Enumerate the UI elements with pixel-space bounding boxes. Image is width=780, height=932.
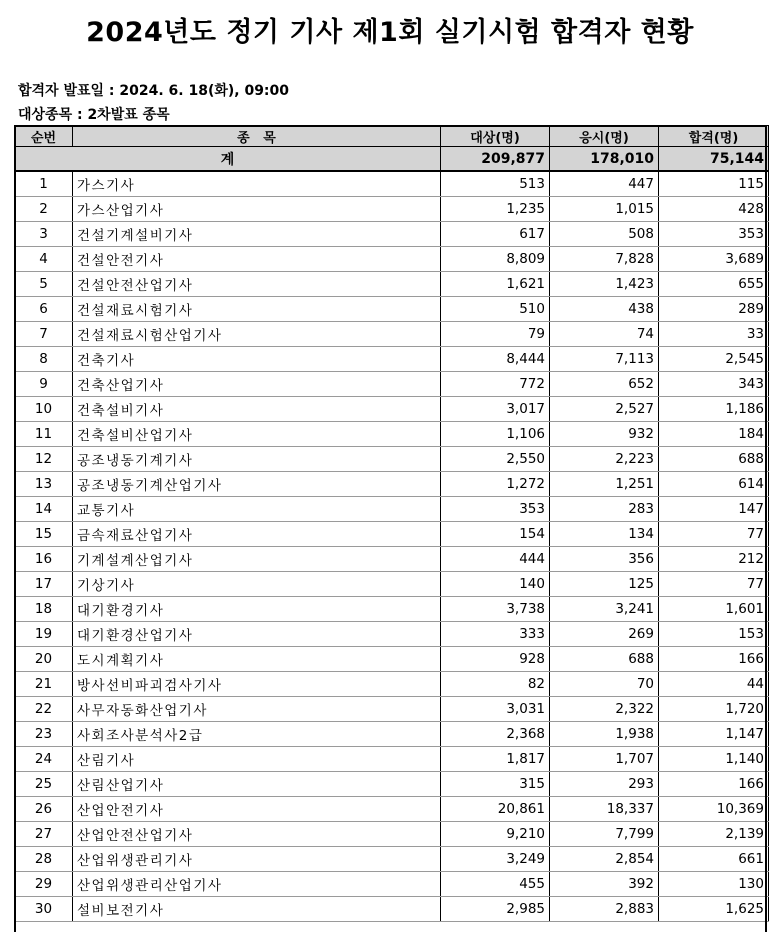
table-row (15, 397, 769, 422)
total-label: 계 (15, 147, 441, 172)
row-number: 12 (15, 447, 73, 472)
table-row (15, 822, 769, 847)
target-count: 513 (441, 171, 550, 197)
table-row (15, 697, 769, 722)
table-row (15, 772, 769, 797)
table-row (15, 572, 769, 597)
applied-count: 438 (550, 297, 659, 322)
qualification-name: 도시계획기사 (73, 647, 441, 672)
passed-count: 77 (659, 522, 769, 547)
table-row (15, 272, 769, 297)
target-count: 772 (441, 372, 550, 397)
passed-count: 1,601 (659, 597, 769, 622)
passed-count: 614 (659, 472, 769, 497)
applied-count: 1,707 (550, 747, 659, 772)
applied-count: 2,883 (550, 897, 659, 922)
applied-count: 293 (550, 772, 659, 797)
total-applied: 178,010 (550, 147, 659, 172)
results-table (14, 125, 769, 922)
qualification-name: 건설재료시험기사 (73, 297, 441, 322)
applied-count: 7,799 (550, 822, 659, 847)
total-row (15, 147, 769, 172)
table-row (15, 747, 769, 772)
row-number: 15 (15, 522, 73, 547)
row-number: 17 (15, 572, 73, 597)
target-count: 8,444 (441, 347, 550, 372)
target-count: 315 (441, 772, 550, 797)
target-count: 617 (441, 222, 550, 247)
target-count: 1,272 (441, 472, 550, 497)
applied-count: 392 (550, 872, 659, 897)
row-number: 21 (15, 672, 73, 697)
passed-count: 289 (659, 297, 769, 322)
total-target: 209,877 (441, 147, 550, 172)
row-number: 27 (15, 822, 73, 847)
applied-count: 7,828 (550, 247, 659, 272)
table-row (15, 897, 769, 922)
table-row (15, 797, 769, 822)
header-no: 순번 (15, 126, 73, 147)
qualification-name: 사무자동화산업기사 (73, 697, 441, 722)
qualification-name: 대기환경기사 (73, 597, 441, 622)
qualification-name: 가스기사 (73, 171, 441, 197)
passed-count: 147 (659, 497, 769, 522)
qualification-name: 설비보전기사 (73, 897, 441, 922)
passed-count: 655 (659, 272, 769, 297)
table-row (15, 222, 769, 247)
passed-count: 44 (659, 672, 769, 697)
target-count: 928 (441, 647, 550, 672)
table-row (15, 247, 769, 272)
table-row (15, 422, 769, 447)
passed-count: 1,147 (659, 722, 769, 747)
passed-count: 1,625 (659, 897, 769, 922)
table-row (15, 622, 769, 647)
passed-count: 1,140 (659, 747, 769, 772)
table-row (15, 497, 769, 522)
applied-count: 74 (550, 322, 659, 347)
applied-count: 18,337 (550, 797, 659, 822)
header-name: 종 목 (73, 126, 441, 147)
page-title: 2024년도 정기 기사 제1회 실기시험 합격자 현황 (86, 17, 694, 48)
passed-count: 153 (659, 622, 769, 647)
table-row (15, 472, 769, 497)
applied-count: 125 (550, 572, 659, 597)
target-count: 3,017 (441, 397, 550, 422)
row-number: 24 (15, 747, 73, 772)
qualification-name: 건설안전기사 (73, 247, 441, 272)
target-count: 82 (441, 672, 550, 697)
passed-count: 1,720 (659, 697, 769, 722)
row-number: 5 (15, 272, 73, 297)
qualification-name: 공조냉동기계기사 (73, 447, 441, 472)
target-category: 대상종목 : 2차발표 종목 (18, 107, 170, 123)
header-passed: 합격(명) (659, 126, 769, 147)
target-count: 3,738 (441, 597, 550, 622)
qualification-name: 건축기사 (73, 347, 441, 372)
row-number: 26 (15, 797, 73, 822)
qualification-name: 건축설비기사 (73, 397, 441, 422)
row-number: 8 (15, 347, 73, 372)
row-number: 10 (15, 397, 73, 422)
target-count: 333 (441, 622, 550, 647)
table-row (15, 347, 769, 372)
applied-count: 1,423 (550, 272, 659, 297)
target-count: 1,621 (441, 272, 550, 297)
applied-count: 134 (550, 522, 659, 547)
target-count: 510 (441, 297, 550, 322)
target-count: 154 (441, 522, 550, 547)
target-count: 2,550 (441, 447, 550, 472)
qualification-name: 산업위생관리기사 (73, 847, 441, 872)
applied-count: 1,251 (550, 472, 659, 497)
passed-count: 343 (659, 372, 769, 397)
passed-count: 166 (659, 772, 769, 797)
row-number: 22 (15, 697, 73, 722)
table-row (15, 597, 769, 622)
applied-count: 1,938 (550, 722, 659, 747)
row-number: 28 (15, 847, 73, 872)
row-number: 19 (15, 622, 73, 647)
row-number: 3 (15, 222, 73, 247)
target-count: 444 (441, 547, 550, 572)
applied-count: 2,527 (550, 397, 659, 422)
qualification-name: 건설안전산업기사 (73, 272, 441, 297)
row-number: 7 (15, 322, 73, 347)
target-count: 79 (441, 322, 550, 347)
applied-count: 283 (550, 497, 659, 522)
applied-count: 447 (550, 171, 659, 197)
target-count: 140 (441, 572, 550, 597)
table-row (15, 297, 769, 322)
passed-count: 10,369 (659, 797, 769, 822)
qualification-name: 방사선비파괴검사기사 (73, 672, 441, 697)
qualification-name: 산업안전산업기사 (73, 822, 441, 847)
applied-count: 2,223 (550, 447, 659, 472)
table-row (15, 197, 769, 222)
row-number: 16 (15, 547, 73, 572)
target-count: 2,368 (441, 722, 550, 747)
applied-count: 1,015 (550, 197, 659, 222)
row-number: 13 (15, 472, 73, 497)
applied-count: 508 (550, 222, 659, 247)
row-number: 2 (15, 197, 73, 222)
qualification-name: 건축산업기사 (73, 372, 441, 397)
target-count: 9,210 (441, 822, 550, 847)
table-row (15, 647, 769, 672)
qualification-name: 산업안전기사 (73, 797, 441, 822)
target-count: 353 (441, 497, 550, 522)
qualification-name: 기계설계산업기사 (73, 547, 441, 572)
qualification-name: 산림산업기사 (73, 772, 441, 797)
row-number: 4 (15, 247, 73, 272)
row-number: 11 (15, 422, 73, 447)
row-number: 23 (15, 722, 73, 747)
row-number: 1 (15, 171, 73, 197)
target-count: 2,985 (441, 897, 550, 922)
passed-count: 2,545 (659, 347, 769, 372)
target-count: 20,861 (441, 797, 550, 822)
table-row (15, 722, 769, 747)
row-number: 20 (15, 647, 73, 672)
table-row (15, 872, 769, 897)
target-count: 1,106 (441, 422, 550, 447)
row-number: 6 (15, 297, 73, 322)
passed-count: 1,186 (659, 397, 769, 422)
header-target: 대상(명) (441, 126, 550, 147)
table-row (15, 372, 769, 397)
qualification-name: 건설기계설비기사 (73, 222, 441, 247)
row-number: 9 (15, 372, 73, 397)
passed-count: 688 (659, 447, 769, 472)
qualification-name: 사회조사분석사2급 (73, 722, 441, 747)
row-number: 14 (15, 497, 73, 522)
qualification-name: 가스산업기사 (73, 197, 441, 222)
table-row (15, 672, 769, 697)
qualification-name: 공조냉동기계산업기사 (73, 472, 441, 497)
applied-count: 2,854 (550, 847, 659, 872)
header-applied: 응시(명) (550, 126, 659, 147)
target-count: 455 (441, 872, 550, 897)
target-count: 1,235 (441, 197, 550, 222)
qualification-name: 산림기사 (73, 747, 441, 772)
passed-count: 115 (659, 171, 769, 197)
row-number: 25 (15, 772, 73, 797)
qualification-name: 건설재료시험산업기사 (73, 322, 441, 347)
row-number: 18 (15, 597, 73, 622)
qualification-name: 교통기사 (73, 497, 441, 522)
header-row (15, 126, 769, 147)
applied-count: 7,113 (550, 347, 659, 372)
row-number: 30 (15, 897, 73, 922)
passed-count: 33 (659, 322, 769, 347)
passed-count: 77 (659, 572, 769, 597)
passed-count: 3,689 (659, 247, 769, 272)
applied-count: 356 (550, 547, 659, 572)
qualification-name: 금속재료산업기사 (73, 522, 441, 547)
target-count: 3,031 (441, 697, 550, 722)
applied-count: 269 (550, 622, 659, 647)
passed-count: 661 (659, 847, 769, 872)
passed-count: 166 (659, 647, 769, 672)
passed-count: 428 (659, 197, 769, 222)
announce-date: 합격자 발표일 : 2024. 6. 18(화), 09:00 (18, 83, 290, 99)
qualification-name: 건축설비산업기사 (73, 422, 441, 447)
target-count: 1,817 (441, 747, 550, 772)
applied-count: 70 (550, 672, 659, 697)
table-row (15, 447, 769, 472)
total-passed: 75,144 (659, 147, 769, 172)
row-number: 29 (15, 872, 73, 897)
table-row (15, 522, 769, 547)
target-count: 8,809 (441, 247, 550, 272)
passed-count: 212 (659, 547, 769, 572)
qualification-name: 대기환경산업기사 (73, 622, 441, 647)
table-row (15, 547, 769, 572)
passed-count: 184 (659, 422, 769, 447)
target-count: 3,249 (441, 847, 550, 872)
table-row (15, 847, 769, 872)
passed-count: 130 (659, 872, 769, 897)
applied-count: 932 (550, 422, 659, 447)
qualification-name: 산업위생관리산업기사 (73, 872, 441, 897)
applied-count: 688 (550, 647, 659, 672)
table-row (15, 322, 769, 347)
applied-count: 2,322 (550, 697, 659, 722)
table-row (15, 171, 769, 197)
passed-count: 2,139 (659, 822, 769, 847)
applied-count: 3,241 (550, 597, 659, 622)
qualification-name: 기상기사 (73, 572, 441, 597)
applied-count: 652 (550, 372, 659, 397)
passed-count: 353 (659, 222, 769, 247)
